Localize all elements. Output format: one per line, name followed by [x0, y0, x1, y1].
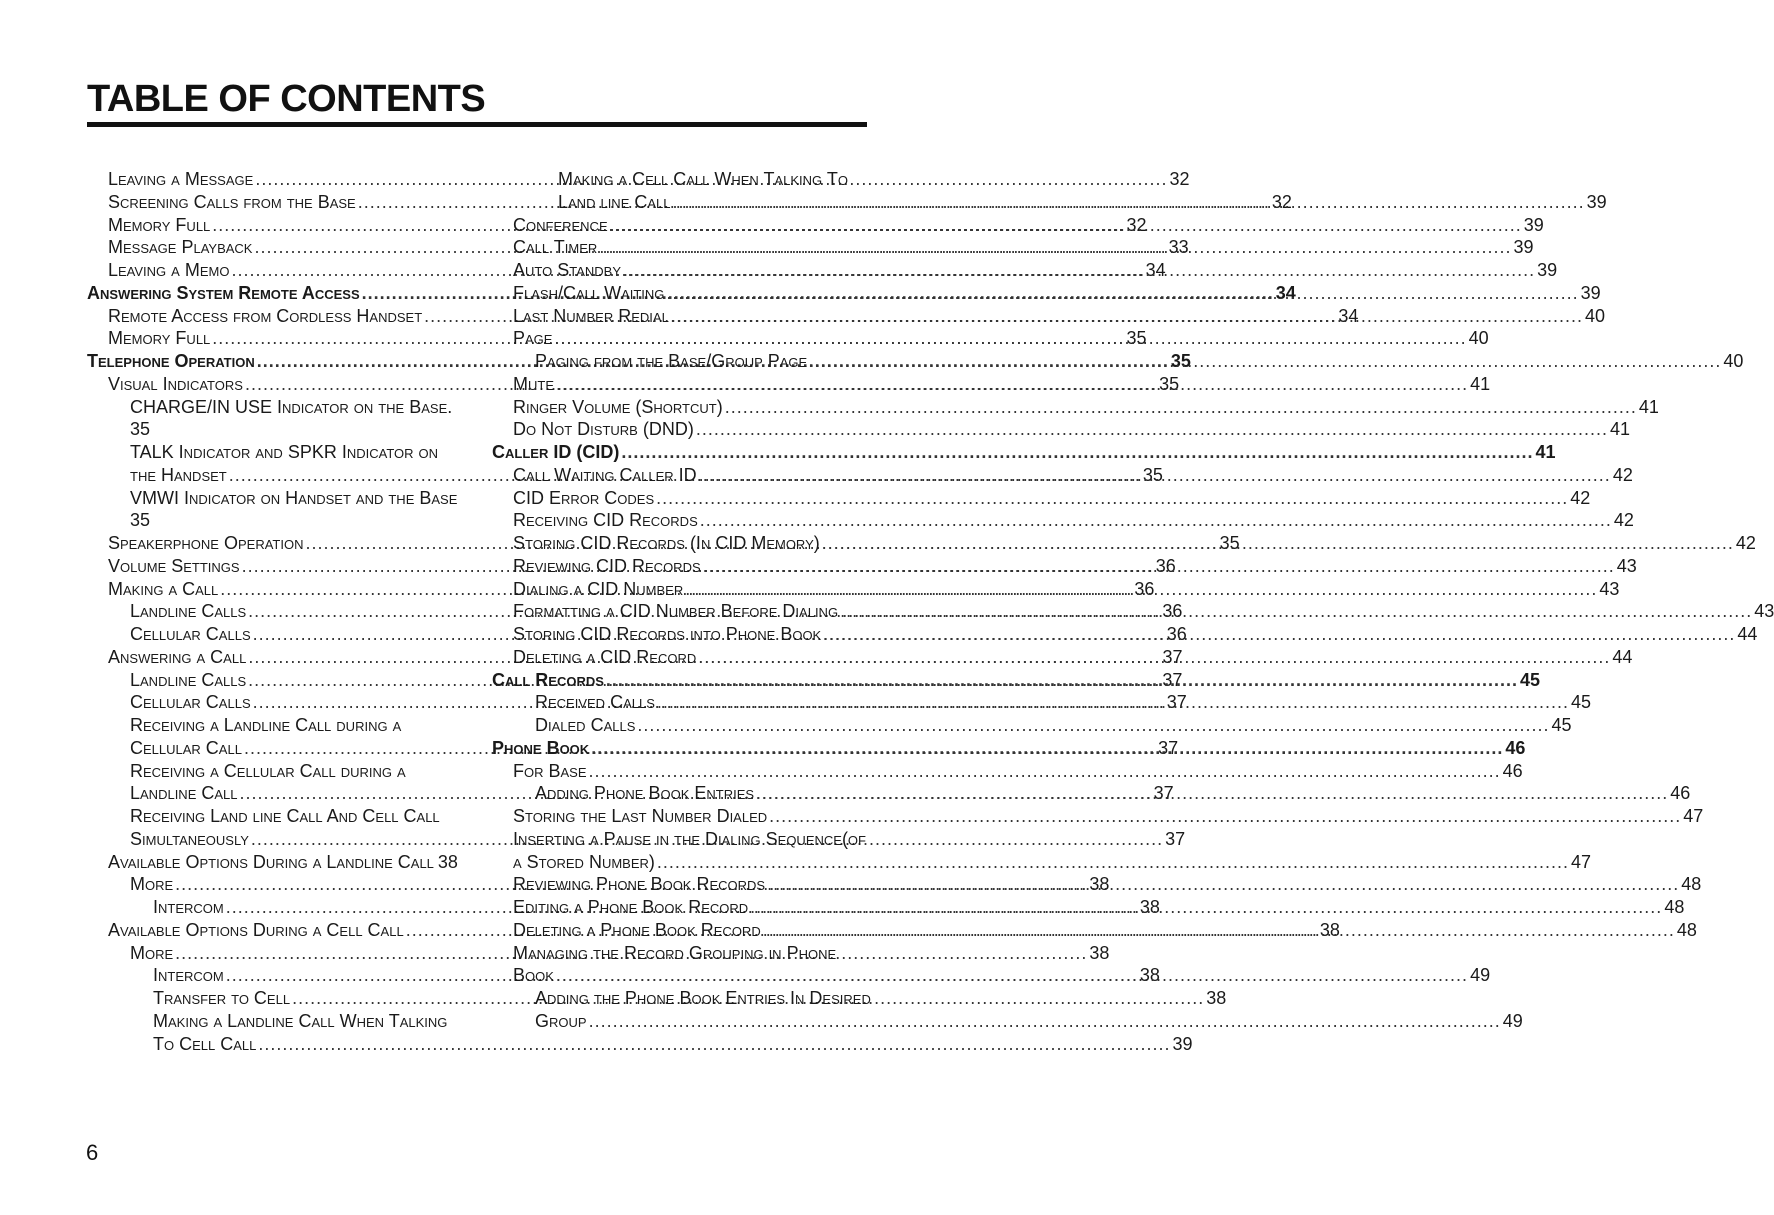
toc-entry-page: 37	[1162, 646, 1183, 667]
toc-entry-page: 47	[1571, 851, 1592, 872]
toc-entry-title: Landline Calls	[130, 669, 247, 690]
toc-entry-title: Volume Settings	[108, 555, 240, 576]
toc-entry-title: Do Not Disturb (DND)	[513, 419, 694, 440]
toc-dot-leader	[809, 350, 1721, 373]
toc-dot-leader	[610, 214, 1522, 237]
toc-entry-title: Editing a Phone Book Record	[513, 897, 749, 917]
toc-entry-title: Answering System Remote Access	[87, 282, 360, 303]
toc-entry-title: Intercom	[153, 965, 224, 986]
toc-entry-title: Adding Phone Book Entries	[535, 783, 755, 804]
toc-entry-page: 35	[130, 419, 151, 440]
toc-entry-title: Reviewing Phone Book Records	[513, 874, 766, 895]
toc-entry	[535, 714, 1572, 737]
toc-entry-page: 35	[130, 510, 151, 531]
toc-entry-title: Available Options During a Landline Call	[108, 851, 434, 872]
toc-dot-leader	[657, 852, 1569, 872]
toc-entry-page: 36	[1155, 555, 1176, 576]
toc-dot-leader	[756, 782, 1668, 805]
toc-entry-page: 44	[1612, 646, 1633, 667]
toc-dot-leader	[599, 236, 1511, 259]
toc-entry-title: Available Options During a Cell Call	[108, 919, 404, 940]
toc-entry-title: Ringer Volume (Shortcut)	[513, 396, 723, 417]
toc-entry-title: CHARGE/IN USE Indicator on the Base.	[130, 396, 453, 417]
toc-entry-title: Visual Indicators	[108, 373, 243, 394]
toc-entry-page: 38	[1089, 942, 1110, 963]
toc-entry-page: 48	[1664, 897, 1685, 917]
toc-dot-leader	[840, 600, 1752, 623]
toc-entry-title: Managing the Record Grouping in Phone	[513, 942, 837, 963]
toc-dot-leader	[671, 305, 1583, 328]
toc-entry-page: 43	[1599, 578, 1620, 599]
toc-dot-leader	[657, 691, 1569, 714]
toc-dot-leader	[591, 737, 1503, 760]
toc-entry-page: 41	[1638, 396, 1659, 417]
toc-entry-title: Intercom	[153, 897, 224, 917]
toc-entry-title: Telephone Operation	[87, 351, 255, 371]
toc-entry-title: Phone Book	[492, 737, 590, 758]
page-number: 6	[86, 1140, 99, 1165]
toc-entry-title-cont: Cellular Call	[130, 737, 242, 758]
toc-entry-page: 38	[1206, 988, 1227, 1008]
toc-entry-page: 45	[1551, 715, 1572, 735]
toc-entry-page: 37	[1162, 669, 1183, 690]
toc-entry-page: 45	[1520, 669, 1541, 690]
toc-entry-page: 42	[1570, 487, 1591, 508]
toc-entry-title: Making a Landline Call When Talking	[153, 1010, 448, 1031]
toc-entry-title: Call Records	[492, 669, 604, 690]
toc-dot-leader	[556, 373, 1468, 396]
toc-entry-title: Auto Standby	[513, 260, 621, 280]
toc-entry-title: Deleting a CID Record	[513, 646, 697, 667]
toc-entry-page: 48	[1681, 874, 1702, 895]
toc-entry-title-cont: Simultaneously	[130, 828, 249, 849]
toc-entry-title: Landline Calls	[130, 601, 247, 622]
toc-entry-title: Receiving a Landline Call during a	[130, 715, 402, 735]
toc-entry-title: Dialing a CID Number	[513, 578, 684, 599]
toc-entry-title: Making a Call	[108, 578, 219, 599]
toc-entry-page: 36	[1162, 601, 1183, 622]
toc-entry-title: Message Playback	[108, 237, 253, 258]
toc-entry-page: 35	[1159, 373, 1180, 394]
toc-entry-page: 37	[1153, 783, 1174, 804]
toc-entry-title: Storing the Last Number Dialed	[513, 806, 768, 826]
toc-entry-title: Call Timer	[513, 237, 598, 258]
toc-entry-page: 43	[1616, 555, 1637, 576]
toc-dot-leader	[621, 441, 1533, 464]
toc-entry-title: CID Error Codes	[513, 487, 655, 508]
toc-entry-page: 34	[1275, 282, 1296, 303]
toc-entry-line	[513, 851, 1592, 874]
toc-dot-leader	[656, 487, 1568, 510]
toc-entry	[513, 396, 1659, 419]
toc-dot-leader	[699, 464, 1611, 487]
toc-dot-leader	[685, 578, 1597, 601]
toc-entry-page: 35	[1142, 464, 1163, 485]
toc-entry-page: 34	[1145, 260, 1166, 280]
toc-entry-page: 37	[1166, 692, 1187, 713]
toc-dot-leader	[258, 1034, 1170, 1054]
toc-entry-title: Reviewing CID Records	[513, 555, 701, 576]
toc-dot-leader	[623, 259, 1535, 282]
toc-entry-title: Cellular Calls	[130, 624, 251, 644]
toc-entry-page: 49	[1470, 965, 1491, 986]
toc-entry-title: Paging from the Base/Group Page	[535, 351, 808, 371]
toc-entry-title: Leaving a Message	[108, 169, 254, 189]
toc-dot-leader	[750, 896, 1662, 919]
toc-entry-page: 39	[1580, 282, 1601, 303]
toc-dot-leader	[637, 714, 1549, 737]
toc-entry-title: Received Calls	[535, 692, 655, 713]
toc-entry-page: 33	[1168, 237, 1189, 258]
toc-entry-line	[153, 1033, 1193, 1056]
toc-entry-page: 36	[1166, 624, 1187, 644]
toc-dot-leader	[763, 919, 1675, 942]
toc-dot-leader	[769, 805, 1681, 828]
toc-entry-title-cont: Land line Call	[558, 191, 671, 212]
toc-dot-leader	[666, 282, 1578, 305]
toc-entry-page: 46	[1505, 737, 1526, 758]
toc-dot-leader	[700, 509, 1612, 532]
toc-entry-title: VMWI Indicator on Handset and the Base	[130, 487, 458, 508]
toc-entry-title: Receiving CID Records	[513, 510, 698, 531]
toc-entry-page: 44	[1737, 624, 1758, 644]
toc-entry-page: 41	[1609, 419, 1631, 440]
toc-entry	[513, 509, 1634, 532]
toc-entry-title: Leaving a Memo	[108, 260, 230, 280]
title-rule	[87, 122, 867, 127]
toc-entry-page: 38	[1139, 965, 1160, 986]
toc-entry	[513, 805, 1704, 828]
toc-entry-title-cont: To Cell Call	[153, 1033, 257, 1054]
toc-entry-title: Last Number Redial	[513, 305, 669, 326]
toc-entry-title: Storing CID Records into Phone Book	[513, 624, 822, 644]
toc-entry-title: Flash/Call Waiting	[513, 282, 665, 303]
page-title: TABLE OF CONTENTS	[87, 78, 486, 120]
toc-entry-page: 35	[1126, 328, 1147, 349]
toc-entry-title: Receiving a Cellular Call during a	[130, 760, 406, 781]
toc-entry-page: 40	[1468, 328, 1489, 349]
toc-entry-page: 39	[1513, 237, 1534, 258]
toc-entry	[513, 418, 1631, 441]
toc-entry-page: 38	[1139, 897, 1160, 917]
toc-entry-title: Page	[513, 328, 553, 349]
toc-entry-title: Remote Access from Cordless Handset	[108, 305, 423, 326]
toc-entry-title: Speakerphone Operation	[108, 533, 304, 553]
toc-entry	[130, 487, 456, 533]
toc-entry-page: 38	[437, 851, 458, 872]
toc-entry-page: 37	[1158, 737, 1179, 758]
toc-entry-title-cont: the Handset	[130, 464, 227, 485]
toc-entry-title: Screening Calls from the Base	[108, 191, 356, 212]
toc-entry-page: 39	[1537, 260, 1558, 280]
toc-dot-leader	[589, 760, 1501, 783]
toc-entry-page: 32	[1126, 214, 1147, 235]
toc-entry-page: 46	[1502, 760, 1523, 781]
toc-entry-page: 35	[1170, 351, 1191, 371]
toc-entry-title: Making a Cell Call When Talking To	[558, 169, 848, 189]
toc-entry	[513, 487, 1591, 510]
toc-entry-page: 42	[1613, 510, 1634, 531]
toc-entry-title: Formatting a CID Number Before Dialing	[513, 601, 839, 622]
toc-entry-page: 48	[1676, 919, 1697, 940]
toc-entry-title: More	[130, 942, 174, 963]
toc-entry-title: Cellular Calls	[130, 692, 251, 713]
toc-dot-leader	[698, 646, 1610, 669]
toc-entry-page: 43	[1754, 601, 1774, 622]
toc-entry-page: 39	[1586, 191, 1607, 212]
toc-entry-page: 36	[1134, 578, 1155, 599]
toc-entry	[108, 851, 456, 874]
toc-dot-leader	[554, 327, 1466, 350]
toc-dot-leader	[696, 418, 1608, 441]
toc-entry-page: 39	[1523, 214, 1544, 235]
toc-entry-title-cont: Book	[513, 965, 554, 986]
toc-entry-title: Conference	[513, 214, 608, 235]
toc-entry-page: 42	[1735, 533, 1756, 553]
toc-entry-page: 37	[1165, 828, 1186, 849]
toc-entry	[492, 441, 1556, 464]
toc-entry-title: Call Waiting Caller ID	[513, 464, 697, 485]
toc-dot-leader	[823, 623, 1735, 646]
toc-entry-title: Inserting a Pause in the Dialing Sequence(of	[513, 828, 866, 849]
toc-entry-title-cont: Landline Call	[130, 783, 238, 804]
toc-entry-page: 41	[1470, 373, 1491, 394]
toc-entry-title: More	[130, 874, 174, 895]
toc-dot-leader	[822, 532, 1734, 555]
toc-entry-title: Deleting a Phone Book Record	[513, 919, 761, 940]
toc-dot-leader	[556, 965, 1468, 985]
toc-dot-leader	[606, 669, 1518, 692]
toc-entry-title: Memory Full	[108, 328, 211, 349]
toc-entry-title: Storing CID Records (In CID Memory)	[513, 533, 820, 553]
toc-entry-page: 39	[1172, 1033, 1193, 1054]
toc-entry	[513, 760, 1523, 783]
toc-entry-title: For Base	[513, 760, 587, 781]
toc-entry-page: 46	[1670, 783, 1691, 804]
toc-entry-page: 32	[1169, 169, 1190, 189]
toc-dot-leader	[767, 873, 1679, 896]
toc-entry-title: Answering a Call	[108, 646, 247, 667]
toc-entry-page: 34	[1338, 305, 1359, 326]
toc-entry-page: 38	[1089, 874, 1110, 895]
toc-entry	[130, 396, 456, 442]
toc-entry-title-cont: a Stored Number)	[513, 851, 655, 872]
toc-entry-page: 49	[1502, 1010, 1523, 1031]
toc-entry-title-cont: Group	[535, 1010, 587, 1031]
toc-entry-title: Mute	[513, 373, 554, 394]
toc-entry-page: 47	[1683, 806, 1704, 826]
toc-entry-title: Adding the Phone Book Entries In Desired	[535, 988, 871, 1008]
toc-entry-title: Memory Full	[108, 214, 211, 235]
toc-dot-leader	[589, 1011, 1501, 1031]
toc-entry-page: 35	[1219, 533, 1240, 553]
toc-entry-page: 38	[1319, 919, 1340, 940]
toc-dot-leader	[703, 555, 1615, 578]
toc-entry-title: Dialed Calls	[535, 715, 636, 735]
toc-entry-title: Receiving Land line Call And Cell Call	[130, 806, 440, 826]
toc-entry-page: 40	[1723, 351, 1744, 371]
toc-dot-leader	[673, 192, 1585, 212]
toc-entry-title: TALK Indicator and SPKR Indicator on	[130, 442, 439, 462]
toc-entry-title: Transfer to Cell	[153, 988, 291, 1008]
toc-entry-page: 42	[1612, 464, 1633, 485]
toc-entry-page: 40	[1584, 305, 1605, 326]
toc-entry-line	[535, 1010, 1523, 1033]
toc-entry-page: 32	[1271, 191, 1292, 212]
toc-entry-page: 45	[1571, 692, 1592, 713]
toc-entry-page: 41	[1535, 442, 1556, 462]
toc-dot-leader	[725, 396, 1637, 419]
toc-entry-title: Caller ID (CID)	[492, 442, 620, 462]
